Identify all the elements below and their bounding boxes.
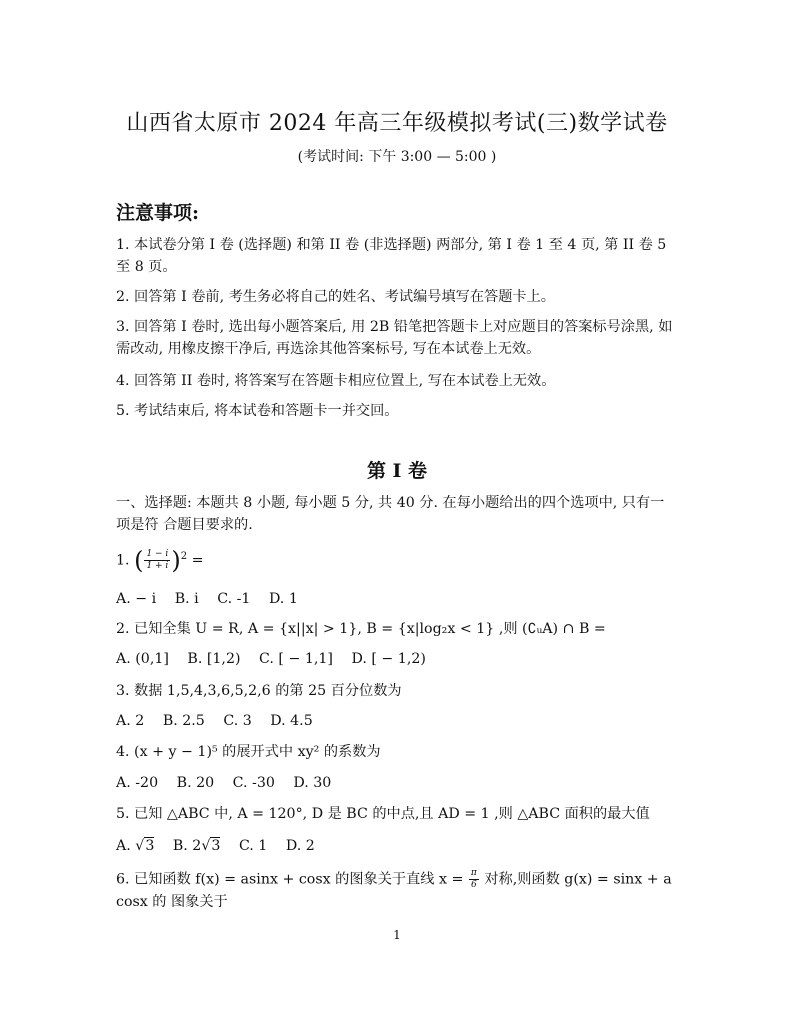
option-b[interactable]: B. 2.5 [162,713,205,729]
question-1-fraction [144,549,170,572]
option-b[interactable]: B. [1,2) [187,651,241,667]
question-1-options [116,588,676,610]
sqrt-icon: √ [201,838,211,854]
exam-time: (考试时间: 下午 3:00 — 5:00 ) [297,149,497,165]
question-6-stem-end: 对称,则函数 g(x) = sinx + a [484,871,672,888]
option-b[interactable] [173,838,221,854]
option-b[interactable]: B. i [174,591,199,607]
section-heading: 第 I 卷 [366,460,428,482]
exponent: 2 [180,551,188,562]
question-1-stem [116,546,676,575]
notice-item-1: 1. 本试卷分第 I 卷 (选择题) 和第 II 卷 (非选择题) 两部分, 第 I 卷 1 至 4 页, 第 II 卷 5 至 8 页。 [116,237,667,275]
option-d[interactable]: D. [ − 1,2) [351,651,426,667]
option-d[interactable]: D. 4.5 [270,713,313,729]
question-4-options [116,772,676,794]
option-d[interactable]: D. 30 [293,775,332,791]
option-d[interactable]: D. 1 [268,591,298,607]
fraction-numerator: π [470,868,477,878]
question-2-stem: 2. 已知全集 U = R, A = {x||x| > 1}, B = {x|log₂x < 1} ,则 (∁ᵤA) ∩ B = [116,621,606,637]
notice-item-2: 2. 回答第 I 卷前, 考生务必将自己的姓名、考试编号填写在答题卡上。 [116,289,555,305]
radicand: 3 [211,838,221,854]
option-c[interactable]: C. 3 [223,713,252,729]
sqrt-icon: √ [135,838,145,854]
fraction-denominator: 6 [470,880,477,890]
option-d[interactable]: D. 2 [285,838,315,854]
question-2-options [116,648,676,670]
radicand: 3 [145,838,155,854]
notice-item-5: 5. 考试结束后, 将本试卷和答题卡一并交回。 [116,403,399,419]
document-title: 山西省太原市 2024 年高三年级模拟考试(三)数学试卷 [126,111,668,136]
question-6-stem-start: 6. 已知函数 f(x) = asinx + cosx 的图象关于直线 x = [116,871,464,888]
notice-item-4: 4. 回答第 II 卷时, 将答案写在答题卡相应位置上, 写在本试卷上无效。 [116,373,556,389]
option-c[interactable]: C. -1 [217,591,251,607]
fraction-denominator: 1 + i [146,561,169,572]
question-6-line-2: cosx 的 图象关于 [116,894,228,910]
option-a[interactable]: A. -20 [116,775,159,791]
option-a-label: A. [116,838,136,854]
option-a[interactable]: A. (0,1] [116,651,169,667]
equals-sign: = [187,552,204,569]
fraction-numerator: 1 − i [146,549,169,560]
question-6-fraction [469,868,479,891]
option-c[interactable]: C. [ − 1,1] [259,651,333,667]
question-4-stem: 4. (x + y − 1)⁵ 的展开式中 xy² 的系数为 [116,744,381,760]
right-paren: ) [171,546,181,575]
question-5-stem: 5. 已知 △ABC 中, A = 120°, D 是 BC 的中点,且 AD = 1 ,则 △ABC 面积的最大值 [116,806,650,822]
question-1-number: 1. [116,552,130,569]
option-b-label: B. 2 [172,838,202,854]
option-b[interactable]: B. 20 [176,775,215,791]
option-c[interactable]: C. -30 [232,775,275,791]
question-3-stem: 3. 数据 1,5,4,3,6,5,2,6 的第 25 百分位数为 [116,683,402,699]
page-number: 1 [393,928,401,942]
section-intro: 一、选择题: 本题共 8 小题, 每小题 5 分, 共 40 分. 在每小题给出的四个选项中, 只有一项是符 合题目要求的. [116,495,665,533]
notice-heading: 注意事项: [116,202,200,224]
question-3-options [116,710,676,732]
option-a[interactable]: A. − i [116,591,157,607]
question-5-options [116,835,676,857]
left-paren: ( [134,546,144,575]
option-a[interactable] [116,838,154,854]
option-c[interactable]: C. 1 [238,838,268,854]
option-a[interactable]: A. 2 [116,713,145,729]
question-6-stem [116,868,676,891]
notice-item-3: 3. 回答第 I 卷时, 选出每小题答案后, 用 2B 铅笔把答题卡上对应题目的答案标号涂黑, 如需改动, 用橡皮擦干净后, 再选涂其他答案标号, 写在本试卷上无效。 [116,319,673,357]
